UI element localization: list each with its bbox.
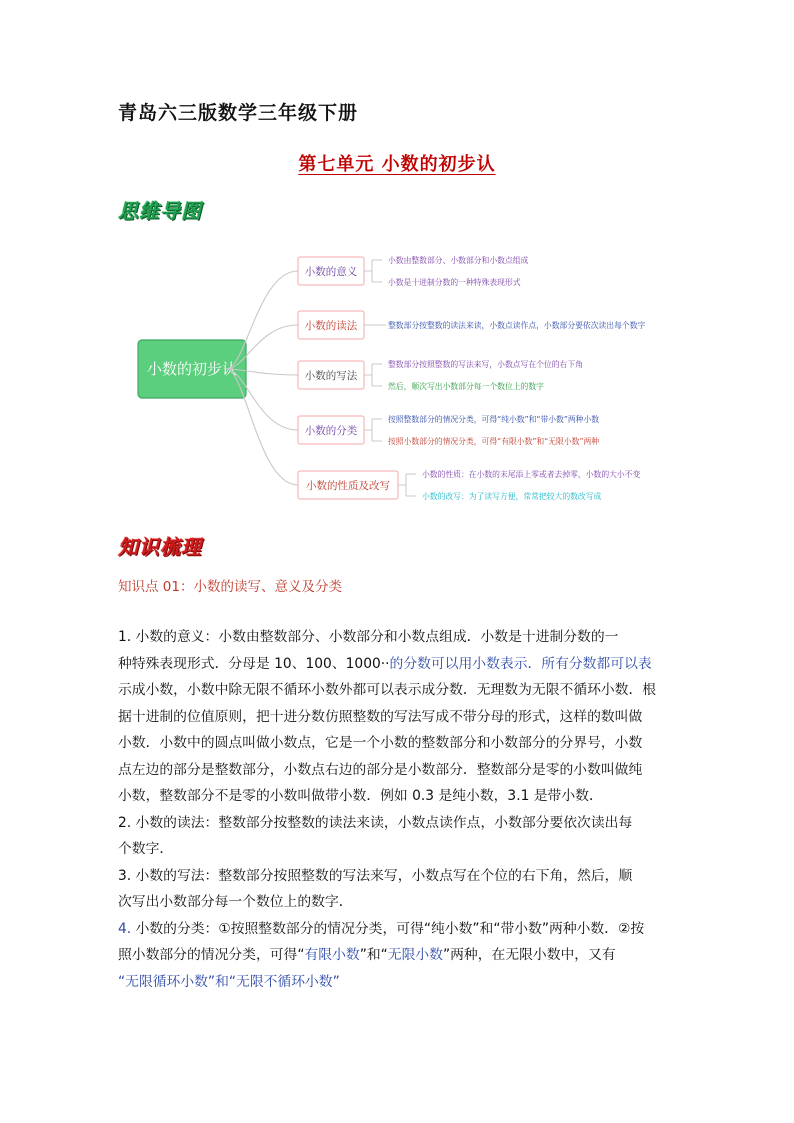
mindmap-branch: [226, 255, 529, 369]
knowledge-point-title: 知识点 01：小数的读写、意义及分类: [118, 579, 342, 595]
body-line: [118, 651, 698, 678]
leaf-text: 小数的性质：在小数的末尾添上零或者去掉零，小数的大小不变: [422, 470, 641, 479]
body-text: 小数的分类：①按照整数部分的情况分类，可得“纯小数”和“带小数”两种小数．②按: [135, 920, 645, 937]
mindmap-section-heading: 思维导图: [118, 199, 202, 223]
body-line: 小数．小数中的圆点叫做小数点，它是一个小数的整数部分和小数部分的分界号，小数: [118, 735, 643, 751]
body-line: 个数字．: [118, 841, 174, 857]
leaf-text: 小数是十进制分数的一种特殊表现形式: [388, 278, 521, 287]
highlighted-text: 的分数可以用小数表示．所有分数都可以表: [389, 655, 652, 672]
leaf-bracket: [364, 419, 372, 441]
leaf-text: 然后，顺次写出小数部分每一个数位上的数字: [388, 382, 544, 391]
leaf-text: 整数部分按照整数的写法来写，小数点写在个位的右下角: [388, 360, 583, 369]
body-line: [118, 969, 698, 996]
body-text: ”两种，在无限小数中，又有: [442, 947, 616, 963]
unit-title: 第七单元 小数的初步认: [298, 154, 496, 175]
branch-label: 小数的写法: [304, 370, 358, 382]
body-line: 点左边的部分是整数部分，小数点右边的部分是小数部分．整数部分是零的小数叫做纯: [118, 761, 643, 778]
book-title: 青岛六三版数学三年级下册: [118, 102, 359, 124]
body-line: 2. 小数的读法：整数部分按整数的读法来读，小数点读作点，小数部分要依次读出每: [118, 814, 633, 831]
root-label: 小数的初步认: [146, 360, 238, 378]
leaf-bracket: [398, 474, 406, 496]
body-text: 种特殊表现形式．分母是 10、100、1000··: [118, 655, 390, 672]
body-text: 照小数部分的情况分类，可得“: [118, 947, 305, 963]
body-line: 小数，整数部分不是零的小数叫做带小数．例如 0.3 是纯小数，3.1 是带小数．: [118, 788, 603, 804]
body-line: 示成小数，小数中除无限不循环小数外都可以表示成分数．无理数为无限不循环小数．根: [118, 682, 657, 698]
mindmap-branch: [226, 369, 599, 447]
highlighted-text: 有限小数: [304, 947, 360, 963]
body-line: 3. 小数的写法：整数部分按照整数的写法来写，小数点写在个位的右下角，然后，顺: [118, 867, 633, 884]
branch-label: 小数的意义: [304, 266, 358, 278]
mindmap-branch: [226, 359, 583, 392]
leaf-bracket: [364, 260, 372, 282]
leaf-text: 按照小数部分的情况分类，可得“有限小数”和“无限小数”两种: [388, 437, 600, 446]
mind-map: [130, 240, 690, 520]
body-line: 据十进制的位值原则，把十进分数仿照整数的写法写成不带分母的形式，这样的数叫做: [118, 708, 643, 725]
body-line: [118, 942, 698, 969]
leaf-text: 整数部分按整数的读法来读，小数点读作点，小数部分要依次读出每个数字: [388, 321, 646, 330]
knowledge-section-heading: 知识梳理: [118, 535, 202, 559]
leaf-text: 按照整数部分的情况分类，可得“纯小数”和“带小数”两种小数: [388, 415, 600, 424]
body-line: 次写出小数部分每一个数位上的数字．: [118, 894, 353, 910]
leaf-text: 小数由整数部分、小数部分和小数点组成: [388, 256, 529, 265]
branch-label: 小数的性质及改写: [306, 480, 390, 492]
knowledge-body: [118, 624, 698, 995]
highlighted-text: “无限循环小数”和“无限不循环小数”: [118, 973, 340, 990]
body-line: 1. 小数的意义：小数由整数部分、小数部分和小数点组成．小数是十进制分数的一: [118, 629, 619, 645]
body-text: ”和“: [359, 947, 388, 963]
branch-label: 小数的分类: [304, 425, 358, 437]
leaf-bracket: [364, 364, 372, 386]
branch-label: 小数的读法: [304, 320, 358, 332]
highlighted-text: 无限小数: [387, 947, 443, 963]
body-line: [118, 916, 698, 943]
highlighted-text: 4.: [118, 920, 136, 937]
leaf-text: 小数的改写：为了读写方便，常常把较大的数改写成: [422, 492, 602, 501]
